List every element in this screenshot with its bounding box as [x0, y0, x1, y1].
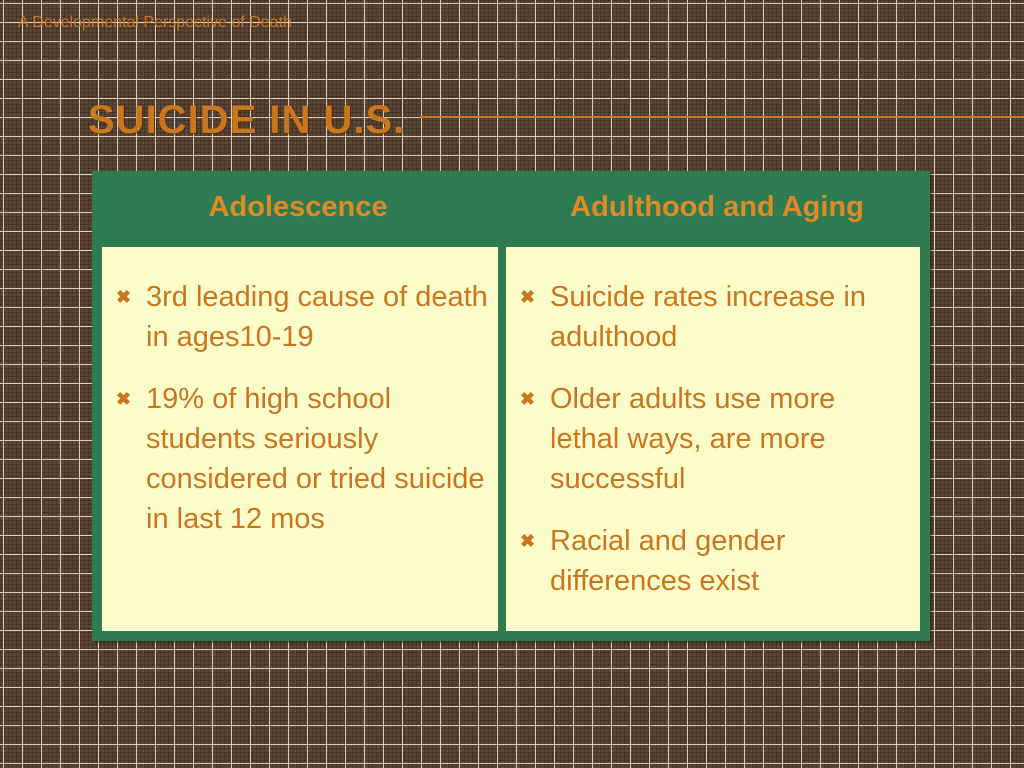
slide-title: SUICIDE IN U.S. — [88, 98, 406, 142]
list-item — [520, 521, 910, 601]
column-header-adolescence: Adolescence — [208, 190, 388, 223]
bullet-text: Suicide rates increase in adulthood — [550, 281, 866, 353]
x-mark-bullet-icon: ✖ — [520, 389, 536, 409]
list-item — [520, 277, 910, 357]
x-mark-bullet-icon: ✖ — [116, 389, 132, 409]
title-rule — [420, 116, 1024, 118]
x-mark-bullet-icon: ✖ — [116, 287, 132, 307]
bullet-text: 3rd leading cause of death in ages10-19 — [146, 281, 488, 353]
column-header-adulthood-aging: Adulthood and Aging — [570, 190, 864, 223]
x-mark-bullet-icon: ✖ — [520, 287, 536, 307]
list-item — [116, 379, 488, 539]
presentation-title: A Developmental Perspective of Death — [18, 14, 292, 31]
x-mark-bullet-icon: ✖ — [520, 531, 536, 551]
bullet-text: 19% of high school students seriously considered or tried suicide in last 12 mos — [146, 383, 485, 535]
comparison-table — [92, 171, 930, 641]
bullet-text: Older adults use more lethal ways, are more successful — [550, 383, 836, 495]
cell-adolescence — [102, 247, 498, 631]
bullet-text: Racial and gender differences exist — [550, 525, 786, 597]
list-item — [116, 277, 488, 357]
list-item — [520, 379, 910, 499]
cell-adulthood-aging — [506, 247, 920, 631]
